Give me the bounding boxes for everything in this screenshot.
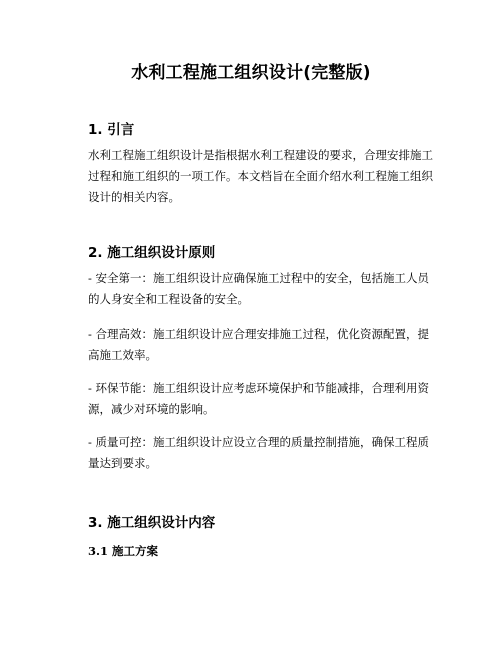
section-heading-introduction: 1. 引言 [88,122,135,138]
principle-efficiency [88,324,438,366]
principle-safety [88,268,438,310]
principle-quality [88,432,438,474]
principle-environment [88,378,438,420]
section-heading-principles: 2. 施工组织设计原则 [88,245,216,261]
subsection-heading-construction-plan: 3.1 施工方案 [88,544,159,558]
document-title: 水利工程施工组织设计(完整版) [131,63,371,83]
section-1-paragraph [88,145,438,208]
paragraph-text: 水利工程施工组织设计是指根据水利工程建设的要求，合理安排施工过程和施工组织的一项工作。本文档旨在全面介绍水利工程施工组织设计的相关内容。 [88,148,433,204]
paragraph-text: - 安全第一：施工组织设计应确保施工过程中的安全，包括施工人员的人身安全和工程设备的安全。 [88,271,430,306]
section-heading-content: 3. 施工组织设计内容 [88,515,216,531]
paragraph-text: - 质量可控：施工组织设计应设立合理的质量控制措施，确保工程质量达到要求。 [88,435,430,470]
paragraph-text: - 环保节能：施工组织设计应考虑环境保护和节能减排，合理利用资源，减少对环境的影响。 [88,381,430,416]
paragraph-text: - 合理高效：施工组织设计应合理安排施工过程，优化资源配置，提高施工效率。 [88,327,430,362]
